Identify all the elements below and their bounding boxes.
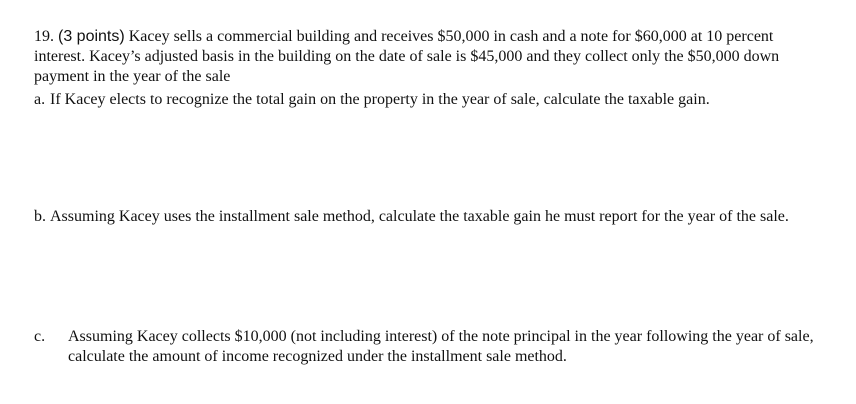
- part-a-marker: a.: [34, 91, 46, 108]
- part-a: [34, 90, 816, 110]
- part-c: [34, 327, 816, 367]
- question-number: 19.: [34, 28, 54, 45]
- part-b-marker: b.: [34, 208, 46, 225]
- part-c-text: Assuming Kacey collects $10,000 (not including interest) of the note principal in the year following the year of sale, calculate the amount of income recognized under the installment sale method.: [68, 328, 814, 365]
- question-stem: [34, 27, 816, 87]
- part-b: [34, 207, 816, 227]
- part-b-text: Assuming Kacey uses the installment sale method, calculate the taxable gain he must report for the year of the sale.: [50, 208, 789, 225]
- question-points: (3 points): [58, 28, 125, 45]
- part-a-text: If Kacey elects to recognize the total gain on the property in the year of sale, calculate the taxable gain.: [50, 91, 710, 108]
- part-c-marker: c.: [34, 328, 46, 345]
- question-text: Kacey sells a commercial building and receives $50,000 in cash and a note for $60,000 at 10 percent interest. Kacey’s adjusted basis in the building on the date of sale is $45,000 and they collect only the $50,000 down payment in the year of the sale: [34, 28, 780, 85]
